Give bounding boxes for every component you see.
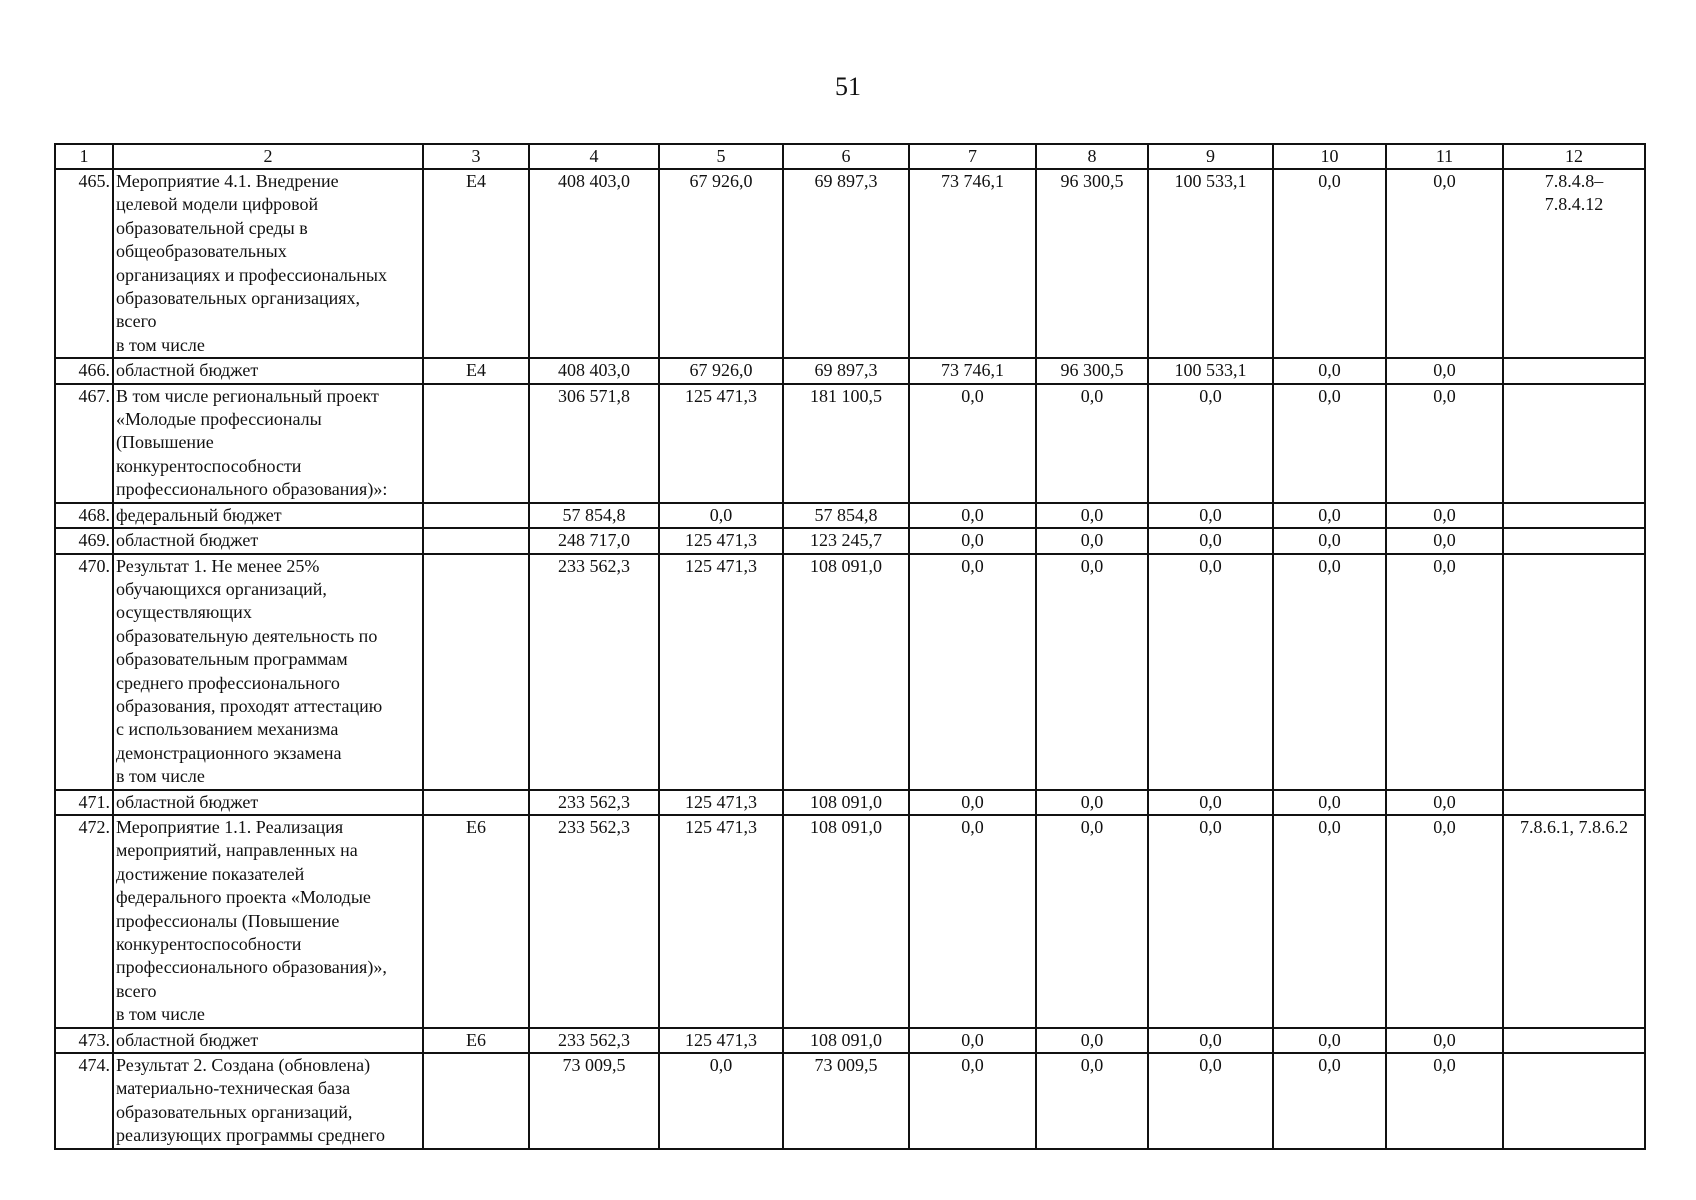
value-cell: 57 854,8 <box>529 503 659 528</box>
value-cell: 0,0 <box>1148 815 1273 1028</box>
value-cell: 0,0 <box>1148 503 1273 528</box>
row-description: В том числе региональный проект «Молодые профессионалы (Повышение конкурентоспособности профессионального образования)»: <box>113 384 423 503</box>
value-cell: 100 533,1 <box>1148 169 1273 358</box>
reference-cell <box>1503 384 1645 503</box>
value-cell: 96 300,5 <box>1036 358 1148 383</box>
value-cell: 125 471,3 <box>659 528 783 553</box>
value-cell: 0,0 <box>1036 384 1148 503</box>
row-number: 471. <box>55 790 113 815</box>
value-cell: 0,0 <box>909 554 1036 790</box>
value-cell: 0,0 <box>909 1028 1036 1053</box>
table-row <box>55 1053 1645 1149</box>
value-cell: 0,0 <box>1273 384 1386 503</box>
row-number: 466. <box>55 358 113 383</box>
row-code <box>423 503 529 528</box>
column-header: 5 <box>659 144 783 169</box>
value-cell: 0,0 <box>1273 815 1386 1028</box>
value-cell: 108 091,0 <box>783 815 909 1028</box>
table-body <box>55 169 1645 1149</box>
value-cell: 0,0 <box>1386 503 1503 528</box>
column-header: 11 <box>1386 144 1503 169</box>
reference-cell <box>1503 790 1645 815</box>
reference-cell: 7.8.4.8– 7.8.4.12 <box>1503 169 1645 358</box>
value-cell: 108 091,0 <box>783 1028 909 1053</box>
row-number: 468. <box>55 503 113 528</box>
row-code: E4 <box>423 358 529 383</box>
row-description: Результат 2. Создана (обновлена) материально-техническая база образовательных организаций, реализующих программы среднего <box>113 1053 423 1149</box>
value-cell: 0,0 <box>659 503 783 528</box>
reference-cell <box>1503 1053 1645 1149</box>
row-number: 470. <box>55 554 113 790</box>
row-code: E4 <box>423 169 529 358</box>
value-cell: 0,0 <box>1273 790 1386 815</box>
value-cell: 0,0 <box>659 1053 783 1149</box>
column-header: 12 <box>1503 144 1645 169</box>
column-header: 7 <box>909 144 1036 169</box>
row-description: Результат 1. Не менее 25% обучающихся организаций, осуществляющих образовательную деятельность по образовательным программам среднего профессионального образования, проходят аттестацию с использованием механизма демонстрационного экзамена в том числе <box>113 554 423 790</box>
row-code <box>423 554 529 790</box>
value-cell: 0,0 <box>1148 554 1273 790</box>
column-header: 6 <box>783 144 909 169</box>
row-number: 474. <box>55 1053 113 1149</box>
value-cell: 0,0 <box>1386 384 1503 503</box>
value-cell: 233 562,3 <box>529 554 659 790</box>
value-cell: 108 091,0 <box>783 790 909 815</box>
row-description: Мероприятие 1.1. Реализация мероприятий, направленных на достижение показателей федерального проекта «Молодые профессионалы (Повышение конкурентоспособности профессионального образования)», всего в том числе <box>113 815 423 1028</box>
value-cell: 0,0 <box>1148 528 1273 553</box>
column-header: 2 <box>113 144 423 169</box>
table-row <box>55 1028 1645 1053</box>
value-cell: 100 533,1 <box>1148 358 1273 383</box>
value-cell: 408 403,0 <box>529 169 659 358</box>
value-cell: 0,0 <box>1386 790 1503 815</box>
row-code <box>423 384 529 503</box>
value-cell: 0,0 <box>1036 815 1148 1028</box>
value-cell: 0,0 <box>909 503 1036 528</box>
row-number: 472. <box>55 815 113 1028</box>
value-cell: 73 009,5 <box>783 1053 909 1149</box>
budget-table <box>54 143 1646 1150</box>
value-cell: 125 471,3 <box>659 1028 783 1053</box>
value-cell: 125 471,3 <box>659 790 783 815</box>
header-row <box>55 144 1645 169</box>
column-header: 9 <box>1148 144 1273 169</box>
row-description: областной бюджет <box>113 358 423 383</box>
row-description: федеральный бюджет <box>113 503 423 528</box>
value-cell: 67 926,0 <box>659 169 783 358</box>
value-cell: 69 897,3 <box>783 169 909 358</box>
value-cell: 233 562,3 <box>529 815 659 1028</box>
value-cell: 73 009,5 <box>529 1053 659 1149</box>
value-cell: 0,0 <box>1386 358 1503 383</box>
value-cell: 73 746,1 <box>909 358 1036 383</box>
row-code: E6 <box>423 1028 529 1053</box>
row-description: областной бюджет <box>113 1028 423 1053</box>
reference-cell <box>1503 1028 1645 1053</box>
page-number: 51 <box>835 72 861 101</box>
row-number: 467. <box>55 384 113 503</box>
column-header: 10 <box>1273 144 1386 169</box>
value-cell: 0,0 <box>1148 384 1273 503</box>
row-number: 469. <box>55 528 113 553</box>
row-description: областной бюджет <box>113 528 423 553</box>
value-cell: 0,0 <box>1148 790 1273 815</box>
table-row <box>55 815 1645 1028</box>
value-cell: 0,0 <box>1148 1053 1273 1149</box>
value-cell: 0,0 <box>1386 528 1503 553</box>
value-cell: 96 300,5 <box>1036 169 1148 358</box>
value-cell: 0,0 <box>1036 1053 1148 1149</box>
value-cell: 0,0 <box>1273 528 1386 553</box>
value-cell: 73 746,1 <box>909 169 1036 358</box>
value-cell: 125 471,3 <box>659 554 783 790</box>
value-cell: 0,0 <box>1273 554 1386 790</box>
value-cell: 125 471,3 <box>659 384 783 503</box>
reference-cell <box>1503 528 1645 553</box>
row-code <box>423 528 529 553</box>
row-number: 473. <box>55 1028 113 1053</box>
table-row <box>55 384 1645 503</box>
value-cell: 0,0 <box>909 528 1036 553</box>
value-cell: 0,0 <box>1036 790 1148 815</box>
value-cell: 0,0 <box>1273 1028 1386 1053</box>
value-cell: 0,0 <box>1036 528 1148 553</box>
table-row <box>55 503 1645 528</box>
row-description: Мероприятие 4.1. Внедрение целевой модели цифровой образовательной среды в общеобразовательных организациях и профессиональных образовательных организациях, всего в том числе <box>113 169 423 358</box>
value-cell: 233 562,3 <box>529 790 659 815</box>
value-cell: 248 717,0 <box>529 528 659 553</box>
reference-cell <box>1503 503 1645 528</box>
value-cell: 0,0 <box>1273 503 1386 528</box>
row-code: E6 <box>423 815 529 1028</box>
value-cell: 233 562,3 <box>529 1028 659 1053</box>
value-cell: 57 854,8 <box>783 503 909 528</box>
column-header: 1 <box>55 144 113 169</box>
value-cell: 108 091,0 <box>783 554 909 790</box>
value-cell: 0,0 <box>1386 554 1503 790</box>
value-cell: 0,0 <box>909 815 1036 1028</box>
value-cell: 181 100,5 <box>783 384 909 503</box>
column-header: 3 <box>423 144 529 169</box>
reference-cell <box>1503 554 1645 790</box>
reference-cell: 7.8.6.1, 7.8.6.2 <box>1503 815 1645 1028</box>
row-description: областной бюджет <box>113 790 423 815</box>
value-cell: 408 403,0 <box>529 358 659 383</box>
row-code <box>423 790 529 815</box>
value-cell: 0,0 <box>909 790 1036 815</box>
value-cell: 125 471,3 <box>659 815 783 1028</box>
value-cell: 0,0 <box>1273 1053 1386 1149</box>
value-cell: 0,0 <box>1036 1028 1148 1053</box>
value-cell: 0,0 <box>1273 358 1386 383</box>
value-cell: 0,0 <box>1273 169 1386 358</box>
column-header: 4 <box>529 144 659 169</box>
value-cell: 0,0 <box>1036 503 1148 528</box>
value-cell: 0,0 <box>1386 815 1503 1028</box>
reference-cell <box>1503 358 1645 383</box>
table-row <box>55 528 1645 553</box>
value-cell: 0,0 <box>909 384 1036 503</box>
value-cell: 0,0 <box>1386 169 1503 358</box>
table-row <box>55 790 1645 815</box>
value-cell: 0,0 <box>909 1053 1036 1149</box>
value-cell: 67 926,0 <box>659 358 783 383</box>
value-cell: 69 897,3 <box>783 358 909 383</box>
column-header: 8 <box>1036 144 1148 169</box>
value-cell: 0,0 <box>1036 554 1148 790</box>
row-code <box>423 1053 529 1149</box>
table-row <box>55 358 1645 383</box>
value-cell: 0,0 <box>1386 1053 1503 1149</box>
table-row <box>55 554 1645 790</box>
value-cell: 306 571,8 <box>529 384 659 503</box>
table-row <box>55 169 1645 358</box>
value-cell: 0,0 <box>1148 1028 1273 1053</box>
value-cell: 123 245,7 <box>783 528 909 553</box>
row-number: 465. <box>55 169 113 358</box>
value-cell: 0,0 <box>1386 1028 1503 1053</box>
